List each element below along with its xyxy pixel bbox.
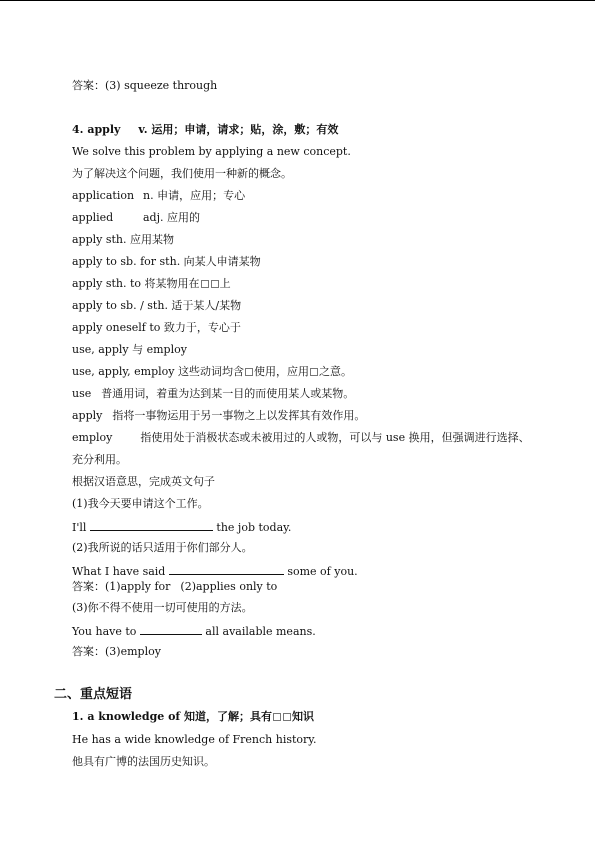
placeholder-box-icon bbox=[211, 280, 219, 288]
sentence-start: You have to bbox=[72, 625, 137, 638]
usage-word: apply bbox=[72, 409, 103, 422]
phrase-heading-knowledge bbox=[72, 710, 314, 724]
usage-apply bbox=[72, 409, 365, 423]
sentence-start: I'll bbox=[72, 521, 87, 534]
exercise-question-1-english bbox=[72, 519, 291, 535]
compare-text: use, apply, employ 这些动词均含 bbox=[72, 365, 244, 378]
placeholder-box-icon bbox=[245, 368, 253, 376]
phrase-item bbox=[72, 277, 231, 291]
exercise-question-2-english bbox=[72, 563, 358, 579]
usage-definition: 普通用词，着重为达到某一目的而使用某人或某物。 bbox=[101, 387, 355, 400]
phrase-text: 上 bbox=[219, 277, 231, 290]
exercise-question-1-chinese: (1)我今天要申请这个工作。 bbox=[72, 497, 209, 510]
phrase-example-english: He has a wide knowledge of French history. bbox=[72, 733, 317, 746]
placeholder-box-icon bbox=[283, 713, 291, 721]
compare-intro bbox=[72, 365, 352, 379]
derivative-word: application bbox=[72, 189, 135, 202]
sentence-end: some of you. bbox=[287, 565, 358, 578]
derivative-application bbox=[72, 189, 245, 203]
phrase-heading-text: 1. a knowledge of 知道，了解；具有 bbox=[72, 710, 272, 723]
answer-blank bbox=[90, 519, 213, 531]
exercise-question-3-chinese: (3)你不得不使用一切可使用的方法。 bbox=[72, 601, 253, 614]
placeholder-box-icon bbox=[273, 713, 281, 721]
derivative-word: applied bbox=[72, 211, 114, 224]
entry-heading-apply bbox=[72, 123, 338, 137]
derivative-applied bbox=[72, 211, 200, 225]
entry-word: 4. apply bbox=[72, 123, 121, 136]
derivative-definition: adj. 应用的 bbox=[143, 211, 201, 224]
exercise-question-3-english bbox=[72, 623, 316, 639]
compare-title: use, apply 与 employ bbox=[72, 343, 187, 356]
entry-definition: v. 运用；申请，请求；贴，涂，敷；有效 bbox=[138, 123, 339, 136]
answer-line-3: 答案：(3)employ bbox=[72, 645, 161, 658]
sentence-end: the job today. bbox=[216, 521, 292, 534]
usage-employ bbox=[72, 431, 530, 445]
answer-line-1: 答案：(3) squeeze through bbox=[72, 79, 218, 92]
phrase-text: apply sth. to 将某物用在 bbox=[72, 277, 200, 290]
usage-word: employ bbox=[72, 431, 113, 444]
usage-definition: 指使用处于消极状态或未被用过的人或物，可以与 use 换用，但强调进行选择、 bbox=[140, 431, 530, 444]
answer-text: (2)applies only to bbox=[180, 580, 278, 593]
sentence-end: all available means. bbox=[205, 625, 316, 638]
exercise-question-2-chinese: (2)我所说的话只适用于你们部分人。 bbox=[72, 541, 253, 554]
sentence-start: What I have said bbox=[72, 565, 166, 578]
phrase-item: apply to sb. for sth. 向某人申请某物 bbox=[72, 255, 261, 268]
compare-text: 之意。 bbox=[318, 365, 352, 378]
usage-employ-continued: 充分利用。 bbox=[72, 453, 127, 466]
example-english: We solve this problem by applying a new concept. bbox=[72, 145, 351, 158]
answer-text: 答案：(1)apply for bbox=[72, 580, 171, 593]
usage-definition: 指将一事物运用于另一事物之上以发挥其有效作用。 bbox=[112, 409, 366, 422]
usage-use bbox=[72, 387, 354, 401]
answer-blank bbox=[169, 563, 284, 575]
phrase-example-chinese: 他具有广博的法国历史知识。 bbox=[72, 755, 215, 768]
example-chinese: 为了解决这个问题，我们使用一种新的概念。 bbox=[72, 167, 292, 180]
usage-word: use bbox=[72, 387, 92, 400]
answer-line-2 bbox=[72, 580, 277, 594]
derivative-definition: n. 申请，应用；专心 bbox=[143, 189, 246, 202]
phrase-item: apply oneself to 致力于，专心于 bbox=[72, 321, 241, 334]
compare-text: 使用，应用 bbox=[253, 365, 309, 378]
exercise-instruction: 根据汉语意思，完成英文句子 bbox=[72, 475, 215, 488]
answer-blank bbox=[140, 623, 202, 635]
page-top-rule bbox=[0, 0, 595, 1]
placeholder-box-icon bbox=[310, 368, 318, 376]
phrase-heading-text: 知识 bbox=[291, 710, 314, 723]
phrase-item: apply sth. 应用某物 bbox=[72, 233, 175, 246]
section-heading: 二、重点短语 bbox=[54, 687, 133, 702]
placeholder-box-icon bbox=[201, 280, 209, 288]
phrase-item: apply to sb. / sth. 适于某人/某物 bbox=[72, 299, 242, 312]
